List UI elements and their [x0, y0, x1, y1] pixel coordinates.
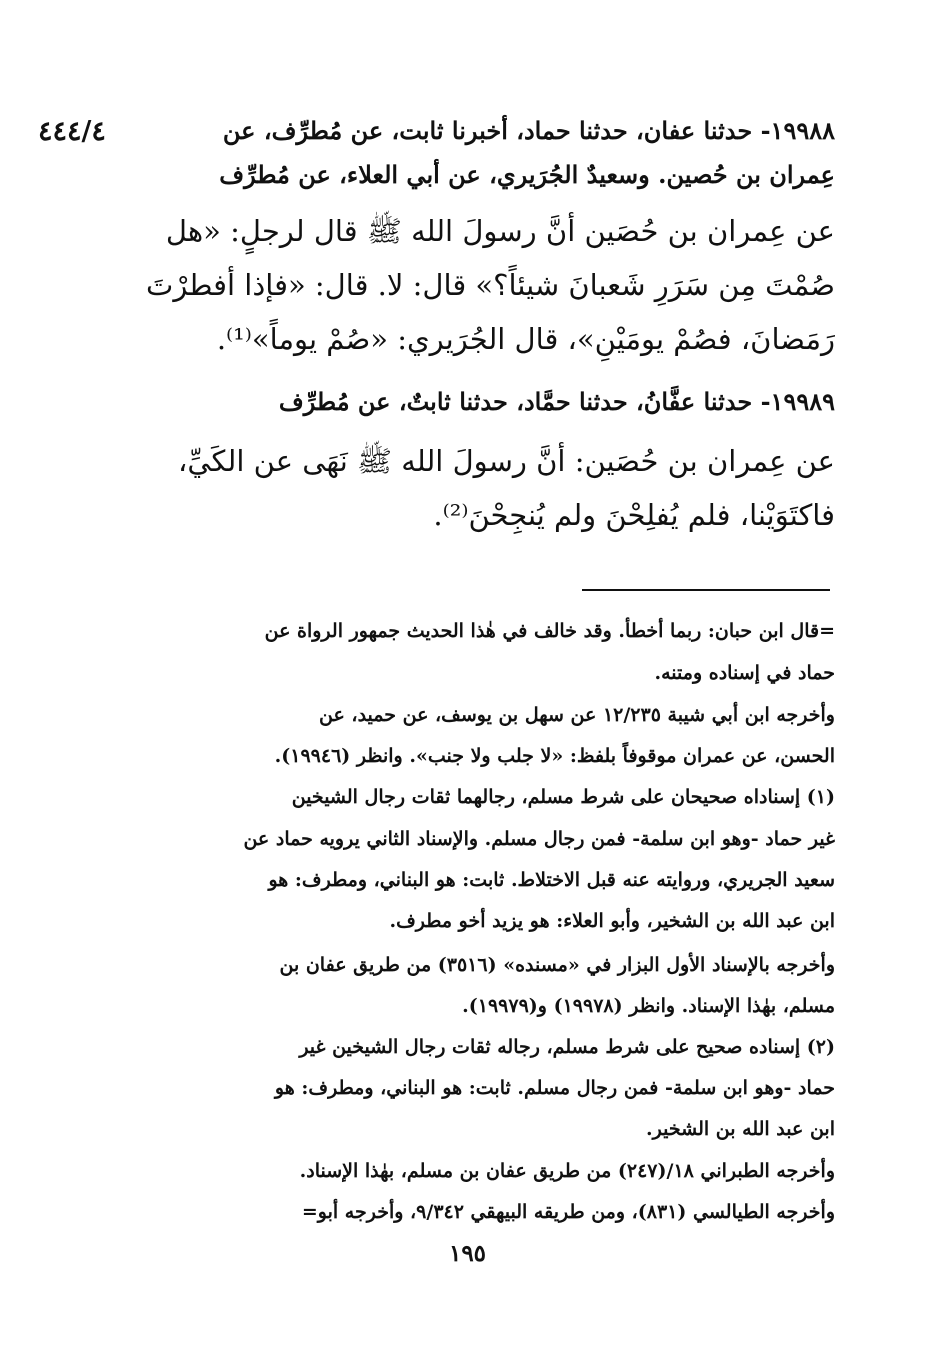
footnote-line: حماد -وهو ابن سلمة- فمن رجال مسلم. ثابت: هو البناني، ومطرف: هو	[274, 1077, 835, 1099]
footnote-line: غير حماد -وهو ابن سلمة- فمن رجال مسلم. والإسناد الثاني يرويه حماد عن	[243, 828, 835, 850]
footnote-line: وأخرجه الطيالسي (٨٣١)، ومن طريقه البيهقي ٩/٣٤٢، وأخرجه أبو=	[301, 1201, 835, 1223]
footnote-line: سعيد الجريري، وروايته عنه قبل الاختلاط. ثابت: هو البناني، ومطرف: هو	[268, 869, 835, 891]
footnote-line: حماد في إسناده ومتنه.	[654, 662, 835, 684]
hadith-text-line: صُمْتَ مِن سَرَرِ شَعبانَ شيئاً؟» قال: لا. قال: «فإذا أفطرْتَ	[146, 268, 835, 302]
footnote-line: وأخرجه ابن أبي شيبة ١٢/٢٣٥ عن سهل بن يوسف، عن حميد، عن	[319, 704, 835, 726]
footnote-line: وأخرجه بالإسناد الأول البزار في «مسنده» (٣٥١٦) من طريق عفان بن	[279, 954, 835, 976]
hadith-header-line: عِمران بن حُصين. وسعيدٌ الجُرَيري، عن أبي العلاء، عن مُطرِّف	[219, 160, 835, 189]
hadith-text-line: فاكتَوَيْنا، فلم يُفلِحْنَ ولم يُنجِحْنَ⁽²⁾.	[433, 498, 835, 532]
volume-page-reference: ٤٤٤/٤	[38, 116, 106, 147]
footnote-separator	[582, 589, 830, 591]
footnote-line: الحسن، عن عمران موقوفاً بلفظ: «لا جلب ولا جنب». وانظر (١٩٩٤٦).	[274, 745, 835, 767]
hadith-text-line: عن عِمران بن حُصَين: أنَّ رسولَ الله ﷺ نَهَى عن الكَيِّ،	[177, 444, 835, 478]
footnote-line: =قال ابن حبان: ربما أخطأ. وقد خالف في هٰذا الحديث جمهور الرواة عن	[264, 620, 835, 642]
hadith-header-line: ١٩٩٨٨- حدثنا عفان، حدثنا حماد، أخبرنا ثابت، عن مُطرِّف، عن	[222, 116, 835, 145]
footnote-line: (٢) إسناده صحيح على شرط مسلم، رجاله ثقات رجال الشيخين غير	[299, 1036, 835, 1058]
footnote-line: ابن عبد الله بن الشخير.	[646, 1118, 835, 1140]
hadith-header-line: ١٩٩٨٩- حدثنا عفَّانُ، حدثنا حمَّاد، حدثنا ثابتٌ، عن مُطرِّف	[278, 387, 835, 416]
footnote-line: وأخرجه الطبراني ١٨/(٢٤٧) من طريق عفان بن مسلم، بهٰذا الإسناد.	[299, 1160, 835, 1182]
footnote-line: (١) إسناداه صحيحان على شرط مسلم، رجالهما ثقات رجال الشيخين	[291, 786, 835, 808]
hadith-text-line: رَمَضانَ، فصُمْ يومَيْنِ»، قال الجُرَيري: «صُمْ يوماً»⁽¹⁾.	[216, 322, 835, 356]
footnote-line: ابن عبد الله بن الشخير، وأبو العلاء: هو يزيد أخو مطرف.	[389, 910, 835, 932]
hadith-text-line: عن عِمران بن حُصَين أنَّ رسولَ الله ﷺ قال لرجلٍ: «هل	[165, 214, 835, 248]
page-number: ١٩٥	[448, 1240, 487, 1267]
footnote-line: مسلم، بهٰذا الإسناد. وانظر (١٩٩٧٨) و(١٩٩٧٩).	[462, 995, 835, 1017]
